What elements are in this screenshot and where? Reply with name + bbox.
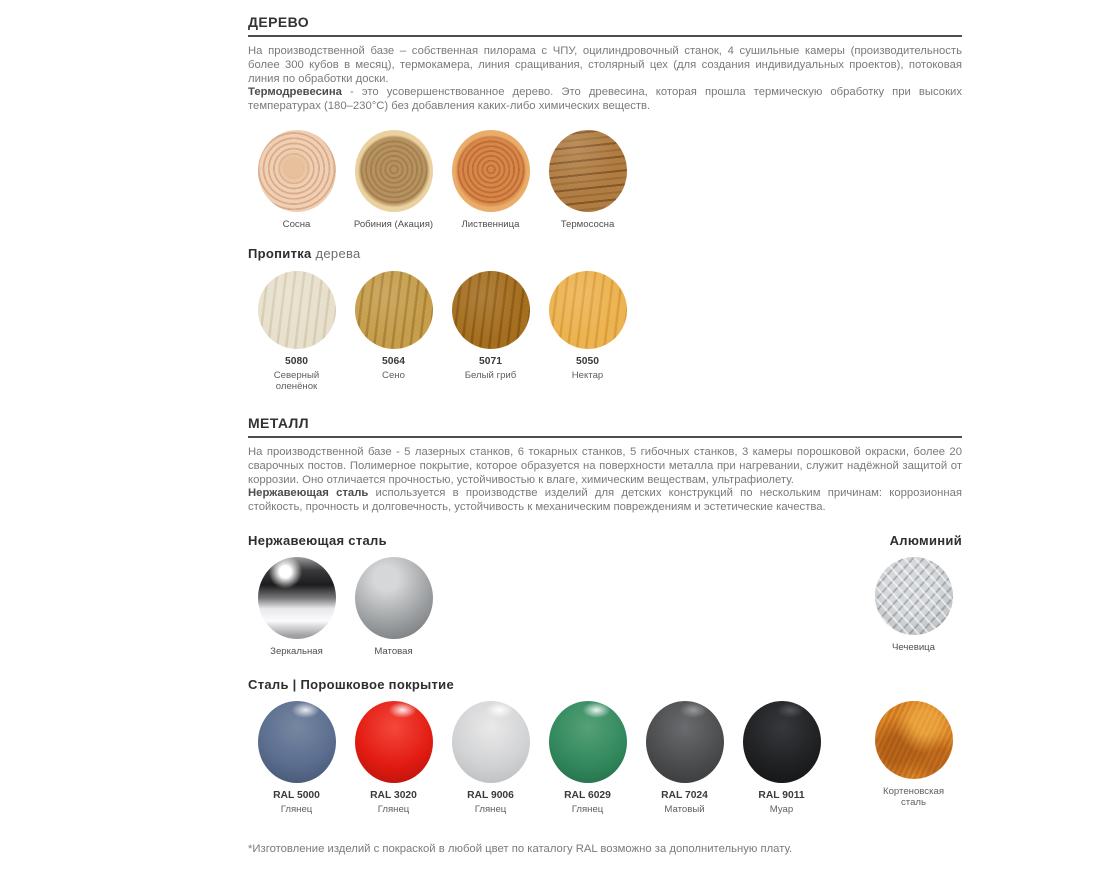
ral-6029-code: RAL 6029 [564,789,611,801]
impregnation-heading-bold: Пропитка [248,245,312,261]
pine-label: Сосна [282,218,311,230]
stainless-row [248,557,962,657]
ral-7024-swatch [646,701,724,783]
metal-section-heading: МЕТАЛЛ [248,414,309,431]
impregnation-5071 [442,271,539,382]
wood-type-pine [248,130,345,230]
ral-7024 [636,701,733,816]
ral-footnote: *Изготовление изделий с покраской в любой цвет по каталогу RAL возможно за дополнительную плату. [248,843,793,856]
ral-3020 [345,701,442,816]
impregnation-5050-swatch [549,271,627,349]
ral-3020-swatch [355,701,433,783]
coating-heading: Сталь | Порошковое покрытие [248,676,455,692]
ral-3020-finish: Глянец [377,803,410,815]
thermopine-swatch [549,130,627,212]
ral-9011 [733,701,830,816]
ral-9011-finish: Муар [769,803,794,815]
impregnation-5071-code: 5071 [479,355,502,367]
metal-heading-rule [248,436,962,438]
wood-thermo-paragraph [248,86,962,114]
ral-5000-swatch [258,701,336,783]
impregnation-5050 [539,271,636,382]
stainless-body-text: используется в производстве изделий для детских конструкций по нескольким причинам: коррозионная стойкость, прочность и долговечность, устойчивость к механическим повреждениям и эстетические качества. [248,487,962,514]
matte-steel-swatch [355,557,433,639]
mirror-steel-label: Зеркальная [270,645,323,657]
robinia-label: Робиния (Акация) [353,218,434,230]
impregnation-row [248,271,962,393]
wood-section-heading: ДЕРЕВО [248,14,310,30]
corten-steel-name: Кортеновская сталь [882,785,945,809]
section-metal [248,415,962,855]
stainless-mirror [248,557,345,657]
ral-9011-code: RAL 9011 [758,789,805,801]
impregnation-5080-swatch [258,271,336,349]
stainless-lead-text: Нержавеющая сталь [248,487,369,500]
impregnation-5071-swatch [452,271,530,349]
stainless-matte [345,557,442,657]
lentil-aluminum-label: Чечевица [891,641,936,653]
ral-9006-code: RAL 9006 [467,789,514,801]
thermo-lead-text: Термодревесина [248,86,342,99]
aluminum-heading: Алюминий [889,532,962,548]
aluminum-lentil [865,557,962,653]
wood-intro-paragraph: На производственной базе – собственная пилорама с ЧПУ, оцилиндровочный станок, 4 сушильные камеры (производительность более 300 кубов в месяц), термокамера, линия сращивания, столярный цех (для создания индивидуальных проектов), потоковая линия по обработки доски. [248,45,962,85]
impregnation-5064-code: 5064 [382,355,405,367]
thermo-body-text: - это усовершенствованное дерево. Это древесина, которая прошла термическую обработку при высоких температурах (180–230°C) без добавления каких-либо химических веществ. [248,86,962,113]
impregnation-5064-name: Сено [382,369,405,381]
impregnation-5064 [345,271,442,382]
ral-9006-finish: Глянец [474,803,507,815]
stainless-paragraph [248,487,962,515]
ral-7024-finish: Матовый [664,803,705,815]
impregnation-5080 [248,271,345,393]
ral-7024-code: RAL 7024 [661,789,708,801]
wood-types-row [248,130,962,230]
impregnation-5050-code: 5050 [576,355,599,367]
page-content [248,14,962,855]
impregnation-heading-light: дерева [315,245,361,261]
steel-headings-row [248,533,962,548]
section-wood [248,14,962,393]
ral-9006 [442,701,539,816]
impregnation-5050-name: Нектар [571,369,604,381]
ral-5000-finish: Глянец [280,803,313,815]
wood-heading-rule [248,35,962,37]
impregnation-5080-name: Северный оленёнок [273,369,320,393]
impregnation-5080-code: 5080 [285,355,308,367]
pine-swatch [258,130,336,212]
wood-type-larch [442,130,539,230]
wood-type-robinia [345,130,442,230]
impregnation-5064-swatch [355,271,433,349]
larch-label: Лиственница [461,218,520,230]
ral-6029-finish: Глянец [571,803,604,815]
impregnation-heading [248,246,962,261]
ral-9006-swatch [452,701,530,783]
coating-row [248,701,962,816]
corten-steel [865,701,962,809]
ral-6029-swatch [549,701,627,783]
robinia-swatch [355,130,433,212]
ral-5000 [248,701,345,816]
stainless-heading: Нержавеющая сталь [248,532,387,548]
corten-steel-swatch [875,701,953,779]
ral-6029 [539,701,636,816]
ral-3020-code: RAL 3020 [370,789,417,801]
lentil-aluminum-swatch [875,557,953,635]
ral-5000-code: RAL 5000 [273,789,320,801]
matte-steel-label: Матовая [374,645,413,657]
thermopine-label: Термососна [560,218,615,230]
wood-type-thermopine [539,130,636,230]
metal-intro-paragraph: На производственной базе - 5 лазерных станков, 6 токарных станков, 5 гибочных станков, 3 камеры порошковой окраски, более 20 сварочных постов. Полимерное покрытие, которое образуется на поверхности металла при нагревании, служит надёжной защитой от коррозии. Оно отличается прочностью, устойчивостью к влаге, химическим веществам, ультрафиолету. [248,445,962,486]
mirror-steel-swatch [258,557,336,639]
impregnation-5071-name: Белый гриб [464,369,517,381]
larch-swatch [452,130,530,212]
ral-9011-swatch [743,701,821,783]
